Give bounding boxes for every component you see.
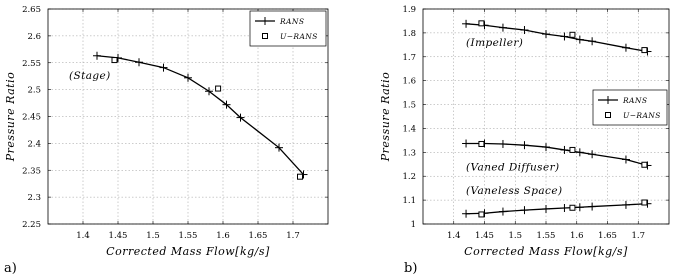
- legend: [593, 90, 667, 125]
- data-point-rans: [588, 37, 596, 45]
- y-tick-label: 1.8: [402, 28, 416, 39]
- annotation-label: (Vaneless Space): [466, 185, 563, 198]
- x-tick-label: 1.45: [475, 231, 494, 241]
- y-tick-label: 1.5: [402, 100, 416, 111]
- series-line: [97, 56, 304, 175]
- data-point-rans: [542, 205, 550, 213]
- panel-a: [4, 5, 328, 258]
- y-tick-label: 1.7: [402, 52, 416, 63]
- data-point-rans: [576, 148, 584, 156]
- data-point-rans: [560, 204, 568, 212]
- legend: [250, 11, 326, 46]
- series-line: [466, 204, 647, 214]
- panel-a-label: a): [4, 261, 17, 274]
- data-point-urans: [479, 21, 484, 26]
- data-point-urans: [112, 58, 117, 63]
- series-rans: [462, 200, 651, 218]
- annotation-label: (Stage): [69, 69, 111, 82]
- data-point-rans: [588, 150, 596, 158]
- annotation-label: (Impeller): [466, 37, 524, 50]
- data-point-rans: [160, 64, 168, 72]
- y-tick-label: 1.1: [402, 196, 416, 207]
- data-point-rans: [622, 156, 630, 164]
- y-axis-label: Pressure Ratio: [379, 71, 392, 162]
- data-point-rans: [560, 32, 568, 40]
- data-point-rans: [520, 141, 528, 149]
- y-tick-label: 2.35: [22, 166, 41, 177]
- y-tick-label: 1.6: [402, 76, 416, 87]
- data-point-rans: [499, 208, 507, 216]
- data-point-rans: [542, 143, 550, 151]
- data-point-rans: [499, 140, 507, 148]
- y-tick-label: 2.3: [27, 193, 41, 204]
- data-point-urans: [570, 205, 575, 210]
- series-rans: [93, 52, 308, 179]
- y-tick-label: 2.55: [22, 58, 41, 69]
- data-point-rans: [135, 58, 143, 66]
- y-tick-label: 1.9: [402, 5, 416, 15]
- data-point-rans: [462, 20, 470, 28]
- x-axis-label: Corrected Mass Flow[kg/s]: [464, 245, 628, 258]
- x-tick-label: 1.55: [536, 231, 556, 241]
- y-tick-label: 1.3: [402, 148, 416, 159]
- data-point-urans: [298, 174, 303, 179]
- data-point-urans: [479, 141, 484, 146]
- data-point-rans: [184, 74, 192, 82]
- x-tick-label: 1.6: [569, 231, 584, 241]
- annotation-label: (Vaned Diffuser): [466, 161, 560, 174]
- x-tick-label: 1.7: [286, 231, 300, 241]
- data-point-urans: [570, 147, 575, 152]
- legend-marker-urans: [606, 113, 611, 118]
- panel-b-label: b): [404, 261, 418, 274]
- legend-label-rans: RANS: [280, 17, 305, 26]
- data-point-rans: [499, 24, 507, 32]
- data-point-rans: [462, 210, 470, 218]
- data-point-rans: [462, 139, 470, 147]
- x-tick-label: 1.5: [508, 231, 523, 241]
- legend-marker-urans: [263, 34, 268, 39]
- y-axis-label: Pressure Ratio: [4, 71, 17, 162]
- data-point-rans: [576, 36, 584, 44]
- y-tick-label: 1: [410, 220, 416, 230]
- legend-label-urans: U−RANS: [280, 32, 318, 41]
- y-tick-label: 2.65: [22, 5, 41, 15]
- x-tick-label: 1.45: [108, 231, 128, 241]
- y-tick-label: 2.4: [27, 139, 41, 150]
- y-tick-label: 2.25: [22, 220, 41, 230]
- x-tick-label: 1.4: [76, 231, 90, 241]
- x-tick-label: 1.5: [146, 231, 160, 241]
- series-urans: [112, 58, 303, 180]
- y-tick-label: 1.2: [402, 172, 416, 183]
- data-point-rans: [622, 44, 630, 52]
- data-point-rans: [542, 30, 550, 38]
- data-point-urans: [570, 32, 575, 37]
- legend-label-rans: RANS: [623, 96, 648, 105]
- data-point-rans: [93, 52, 101, 60]
- y-tick-label: 2.5: [27, 85, 41, 96]
- panel-b: [379, 5, 669, 258]
- data-point-urans: [642, 200, 647, 205]
- y-tick-label: 2.6: [27, 31, 41, 42]
- data-point-rans: [588, 203, 596, 211]
- x-tick-label: 1.65: [248, 231, 268, 241]
- data-point-urans: [642, 162, 647, 167]
- legend-label-urans: U−RANS: [623, 111, 661, 120]
- data-point-urans: [642, 48, 647, 53]
- x-tick-label: 1.65: [598, 231, 617, 241]
- data-point-rans: [622, 201, 630, 209]
- data-point-rans: [520, 206, 528, 214]
- y-tick-label: 2.45: [22, 112, 41, 123]
- x-tick-label: 1.7: [631, 231, 646, 241]
- data-point-rans: [576, 203, 584, 211]
- y-tick-label: 1.4: [402, 124, 416, 135]
- data-point-urans: [216, 86, 221, 91]
- x-tick-label: 1.4: [446, 231, 461, 241]
- x-tick-label: 1.55: [178, 231, 198, 241]
- x-tick-label: 1.6: [216, 231, 230, 241]
- x-axis-label: Corrected Mass Flow[kg/s]: [106, 245, 270, 258]
- data-point-urans: [479, 212, 484, 217]
- data-point-rans: [560, 146, 568, 154]
